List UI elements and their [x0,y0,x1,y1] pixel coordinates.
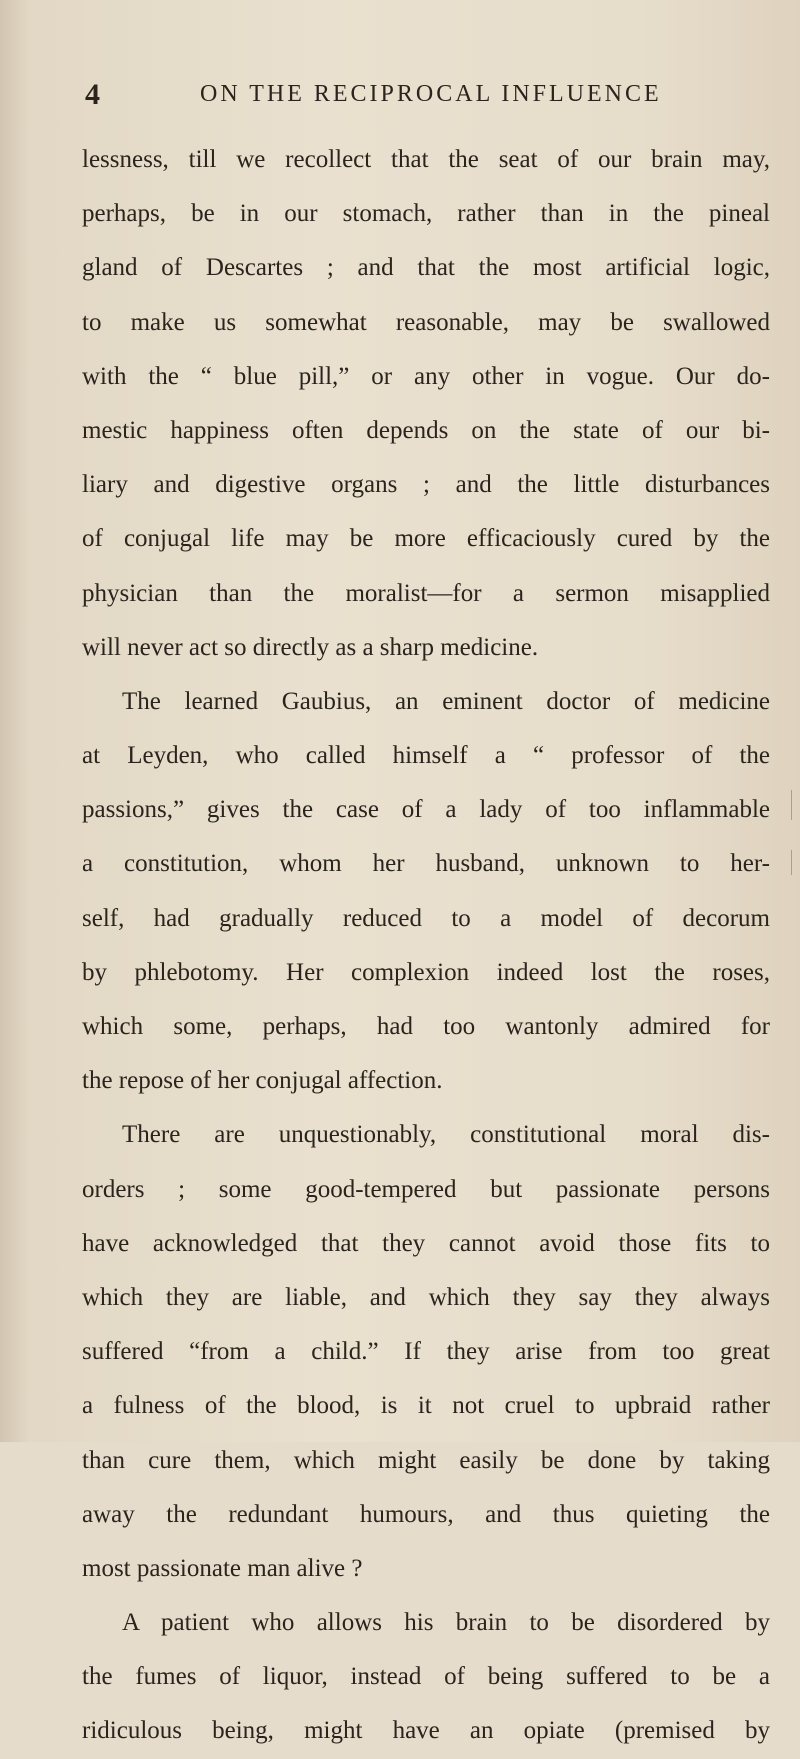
text-line: ridiculous being, might have an opiate (premised by [82,1717,770,1745]
page-gutter-shadow [0,0,30,1442]
text-line: a fulness of the blood, is it not cruel to upbraid rather [82,1392,770,1420]
text-line: a constitution, whom her husband, unknown to her- [82,850,770,878]
text-line: to make us somewhat reasonable, may be swallowed [82,308,770,336]
text-line: perhaps, be in our stomach, rather than in the pineal [82,200,770,228]
text-line: the fumes of liquor, instead of being suffered to be a [82,1663,770,1691]
text-line: most passionate man alive ? [82,1554,363,1582]
text-line: at Leyden, who called himself a “ professor of the [82,742,770,770]
text-line: mestic happiness often depends on the state of our bi- [82,416,770,444]
text-line: which some, perhaps, had too wantonly admired for [82,1013,770,1040]
page-header [70,78,770,118]
text-line: lessness, till we recollect that the seat of our brain may, [82,146,770,173]
text-line: physician than the moralist—for a sermon misapplied [82,579,770,607]
scan-edge-mark [791,850,792,875]
text-line: away the redundant humours, and thus quieting the [82,1500,770,1528]
text-line: the repose of her conjugal affection. [82,1067,443,1095]
running-head: ON THE RECIPROCAL INFLUENCE [200,81,662,107]
text-line: suffered “from a child.” If they arise from too great [82,1338,770,1366]
text-line: by phlebotomy. Her complexion indeed lost the roses, [82,958,770,986]
text-line: than cure them, which might easily be done by taking [82,1446,770,1474]
text-line: have acknowledged that they cannot avoid those fits to [82,1229,770,1257]
scan-edge-mark [791,790,792,820]
text-line: which they are liable, and which they say they always [82,1283,770,1311]
text-line: gland of Descartes ; and that the most artificial logic, [82,254,770,282]
text-line: liary and digestive organs ; and the little disturbances [82,471,770,499]
text-line: self, had gradually reduced to a model of decorum [82,904,770,932]
text-line: The learned Gaubius, an eminent doctor of medicine [122,687,770,715]
page-number: 4 [85,78,101,111]
text-line: A patient who allows his brain to be disordered by [122,1609,770,1637]
body-text [82,133,770,1759]
text-line: orders ; some good-tempered but passionate persons [82,1175,770,1203]
text-line: There are unquestionably, constitutional moral dis- [122,1121,770,1149]
text-line: will never act so directly as a sharp medicine. [82,633,539,661]
text-line: of conjugal life may be more efficaciously cured by the [82,525,770,553]
text-line: passions,” gives the case of a lady of too inflammable [82,796,770,824]
text-line: with the “ blue pill,” or any other in vogue. Our do- [82,362,770,390]
